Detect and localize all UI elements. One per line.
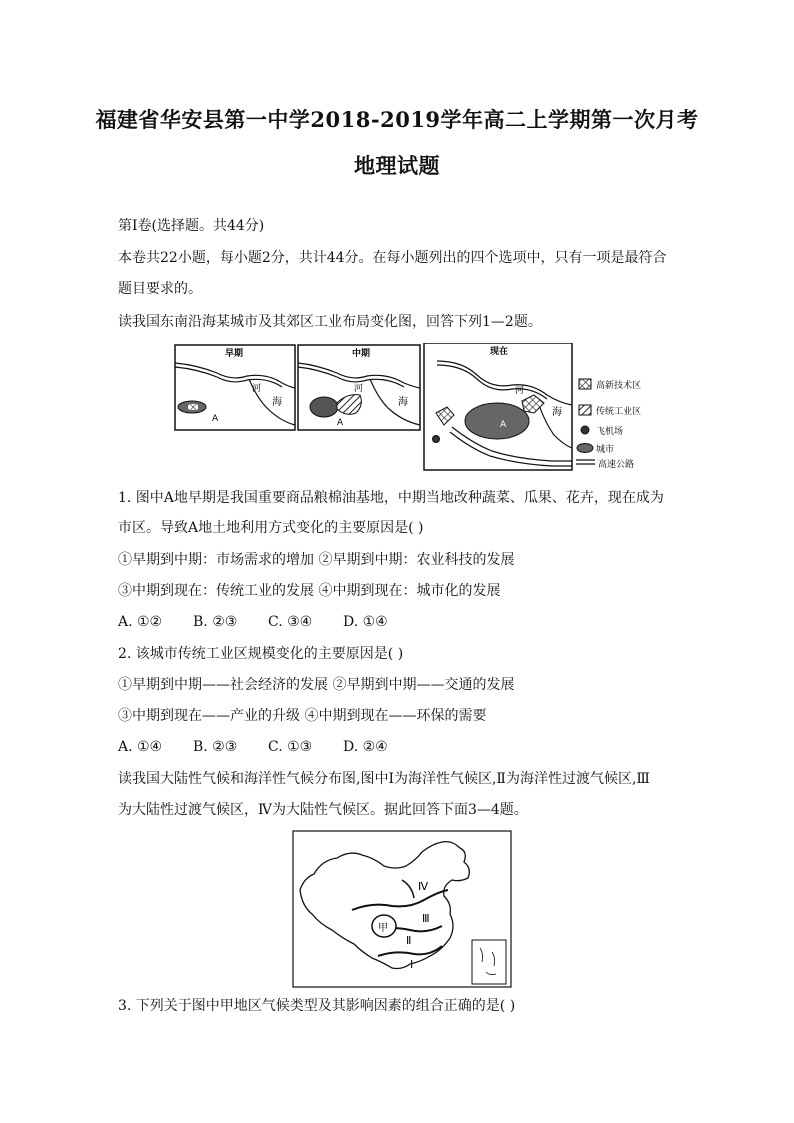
panel-early-a: A: [212, 414, 219, 424]
jia-label: 甲: [378, 923, 388, 934]
q2-option-b: B. ②③: [193, 739, 238, 755]
document-title: 福建省华安县第一中学2018-2019学年高二上学期第一次月考: [95, 107, 699, 132]
q1-stem-2: 市区。导致A地土地利用方式变化的主要原因是( ): [118, 520, 424, 536]
q2-option-a: A. ①④: [118, 739, 163, 755]
legend-city: 城市: [596, 445, 615, 455]
q2-statement-2: ③中期到现在——产业的升级 ④中期到现在——环保的需要: [118, 708, 487, 724]
zone-4-label: Ⅳ: [418, 880, 429, 893]
panel-middle: [298, 345, 420, 430]
panel-middle-a: A: [337, 418, 344, 428]
legend-highway: 高速公路: [598, 460, 635, 470]
q1-statement-2: ③中期到现在：传统工业的发展 ④中期到现在：城市化的发展: [118, 583, 501, 599]
panel-now-river: 河: [515, 386, 525, 396]
industrial-layout-figure: [172, 343, 662, 473]
panel-middle-sea: 海: [398, 397, 408, 408]
q2-option-d: D. ②④: [343, 739, 388, 755]
document-subtitle: 地理试题: [354, 153, 440, 178]
q3-stem: 3. 下列关于图中甲地区气候类型及其影响因素的组合正确的是( ): [118, 998, 516, 1014]
q1-option-b: B. ②③: [193, 614, 238, 630]
intro-2-line-2: 为大陆性过渡气候区，Ⅳ为大陆性气候区。据此回答下面3—4题。: [118, 802, 528, 818]
zone-1-label: Ⅰ: [410, 958, 414, 971]
legend-traditional: 传统工业区: [596, 407, 642, 417]
q1-option-c: C. ③④: [268, 614, 313, 630]
panel-middle-river: 河: [354, 384, 364, 394]
panel-now-label: 现在: [490, 347, 509, 357]
zone-2-label: Ⅱ: [406, 934, 412, 947]
instructions-line-1: 本卷共22小题，每小题2分，共计44分。在每小题列出的四个选项中，只有一项是最符合: [118, 250, 667, 266]
panel-early: [175, 345, 295, 430]
q1-stem-1: 1. 图中A地早期是我国重要商品粮棉油基地，中期当地改种蔬菜、瓜果、花卉，现在成为: [118, 490, 664, 506]
panel-now-a: A: [500, 420, 507, 430]
section-header: 第I卷(选择题。共44分): [118, 218, 265, 234]
legend-high-tech: 高新技术区: [596, 381, 642, 391]
q2-option-c: C. ①③: [268, 739, 313, 755]
intro-2-line-1: 读我国大陆性气候和海洋性气候分布图,图中Ⅰ为海洋性气候区,Ⅱ为海洋性过渡气候区,Ⅲ: [118, 771, 650, 787]
q1-statement-1: ①早期到中期：市场需求的增加 ②早期到中期：农业科技的发展: [118, 552, 515, 568]
china-climate-map: [292, 830, 512, 988]
panel-early-sea: 海: [272, 397, 282, 408]
panel-early-river: 河: [252, 384, 262, 394]
legend-airport: 飞机场: [596, 427, 624, 437]
panel-now-sea: 海: [552, 407, 562, 418]
panel-early-label: 早期: [225, 349, 244, 359]
q2-stem: 2. 该城市传统工业区规模变化的主要原因是( ): [118, 646, 404, 662]
intro-1: 读我国东南沿海某城市及其郊区工业布局变化图，回答下列1—2题。: [118, 314, 542, 330]
zone-3-label: Ⅲ: [422, 912, 430, 925]
instructions-line-2: 题目要求的。: [118, 281, 202, 297]
panel-now: [424, 343, 572, 470]
q1-option-d: D. ①④: [343, 614, 388, 630]
q1-option-a: A. ①②: [118, 614, 163, 630]
panel-middle-label: 中期: [352, 349, 371, 359]
figure1-legend: [576, 379, 641, 470]
q2-statement-1: ①早期到中期——社会经济的发展 ②早期到中期——交通的发展: [118, 677, 515, 693]
